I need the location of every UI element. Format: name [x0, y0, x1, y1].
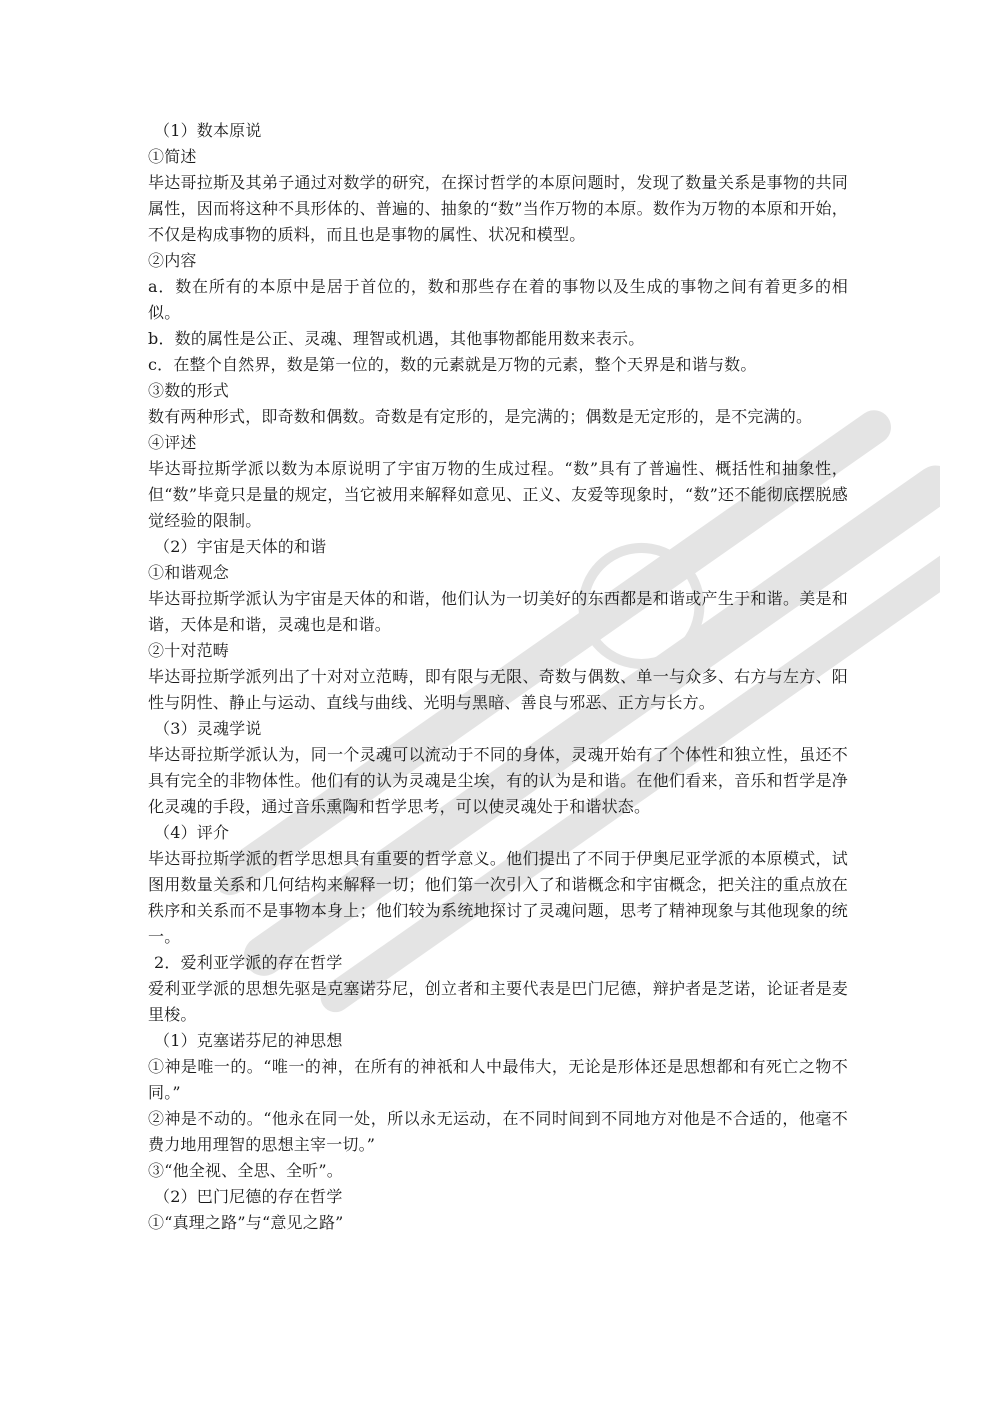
paragraph-shen-quanshi: ③“他全视、全思、全听”。 [148, 1161, 343, 1180]
paragraph-pingjie: 毕达哥拉斯学派的哲学思想具有重要的哲学意义。他们提出了不同于伊奥尼亚学派的本原模式，试图用数量关系和几何结构来解释一切；他们第一次引入了和谐概念和宇宙概念，把关注的重点放在秩序和关系而不是事物本身上；他们较为系统地探讨了灵魂问题，思考了精神现象与其他现象的统一。 [148, 849, 848, 946]
heading-pingjie: （4）评介 [154, 823, 230, 842]
heading-yuzhou-hexie: （2）宇宙是天体的和谐 [154, 537, 327, 556]
heading-kesainuofenni: （1）克塞诺芬尼的神思想 [154, 1031, 343, 1050]
paragraph-shidui-fanchou: 毕达哥拉斯学派列出了十对对立范畴，即有限与无限、奇数与偶数、单一与众多、右方与左方、阳性与阴性、静止与运动、直线与曲线、光明与黑暗、善良与邪恶、正方与长方。 [148, 667, 848, 712]
subheading-shu-xingshi: ③数的形式 [148, 381, 230, 400]
paragraph-neirong-a: a．数在所有的本原中是居于首位的，数和那些存在着的事物以及生成的事物之间有着更多的相似。 [148, 277, 848, 322]
subheading-pingshu: ④评述 [148, 433, 197, 452]
document-body [148, 118, 848, 1236]
paragraph-neirong-c: c．在整个自然界，数是第一位的，数的元素就是万物的元素，整个天界是和谐与数。 [148, 355, 757, 374]
heading-ailiya-xuepai: 2．爱利亚学派的存在哲学 [154, 953, 343, 972]
paragraph-shu-xingshi: 数有两种形式，即奇数和偶数。奇数是有定形的，是完满的；偶数是无定形的，是不完满的。 [148, 407, 813, 426]
paragraph-linghun-xueshuo: 毕达哥拉斯学派认为，同一个灵魂可以流动于不同的身体，灵魂开始有了个体性和独立性，虽还不具有完全的非物体性。他们有的认为灵魂是尘埃，有的认为是和谐。在他们看来，音乐和哲学是净化灵魂的手段，通过音乐熏陶和哲学思考，可以使灵魂处于和谐状态。 [148, 745, 848, 816]
paragraph-pingshu: 毕达哥拉斯学派以数为本原说明了宇宙万物的生成过程。“数”具有了普遍性、概括性和抽象性，但“数”毕竟只是量的规定，当它被用来解释如意见、正义、友爱等现象时，“数”还不能彻底摆脱感觉经验的限制。 [148, 459, 848, 530]
subheading-neirong: ②内容 [148, 251, 197, 270]
paragraph-hexie-guannian: 毕达哥拉斯学派认为宇宙是天体的和谐，他们认为一切美好的东西都是和谐或产生于和谐。美是和谐，天体是和谐，灵魂也是和谐。 [148, 589, 848, 634]
subheading-hexie-guannian: ①和谐观念 [148, 563, 230, 582]
paragraph-shen-weiyi: ①神是唯一的。“唯一的神，在所有的神祇和人中最伟大，无论是形体还是思想都和有死亡之物不同。” [148, 1057, 848, 1102]
paragraph-neirong-b: b．数的属性是公正、灵魂、理智或机遇，其他事物都能用数来表示。 [148, 329, 645, 348]
subheading-shidui-fanchou: ②十对范畴 [148, 641, 230, 660]
paragraph-shen-budong: ②神是不动的。“他永在同一处，所以永无运动，在不同时间到不同地方对他是不合适的，他毫不费力地用理智的思想主宰一切。” [148, 1109, 848, 1154]
paragraph-jianshu: 毕达哥拉斯及其弟子通过对数学的研究，在探讨哲学的本原问题时，发现了数量关系是事物的共同属性，因而将这种不具形体的、普遍的、抽象的“数”当作万物的本原。数作为万物的本原和开始，不仅是构成事物的质料，而且也是事物的属性、状况和模型。 [148, 173, 848, 244]
heading-linghun-xueshuo: （3）灵魂学说 [154, 719, 262, 738]
heading-shuben-yuanshuo: （1）数本原说 [154, 121, 262, 140]
subheading-jianshu: ①简述 [148, 147, 197, 166]
paragraph-zhenli-yijian: ①“真理之路”与“意见之路” [148, 1213, 344, 1232]
paragraph-ailiya-xuepai: 爱利亚学派的思想先驱是克塞诺芬尼，创立者和主要代表是巴门尼德，辩护者是芝诺，论证者是麦里梭。 [148, 979, 848, 1024]
heading-bamenni-de: （2）巴门尼德的存在哲学 [154, 1187, 343, 1206]
